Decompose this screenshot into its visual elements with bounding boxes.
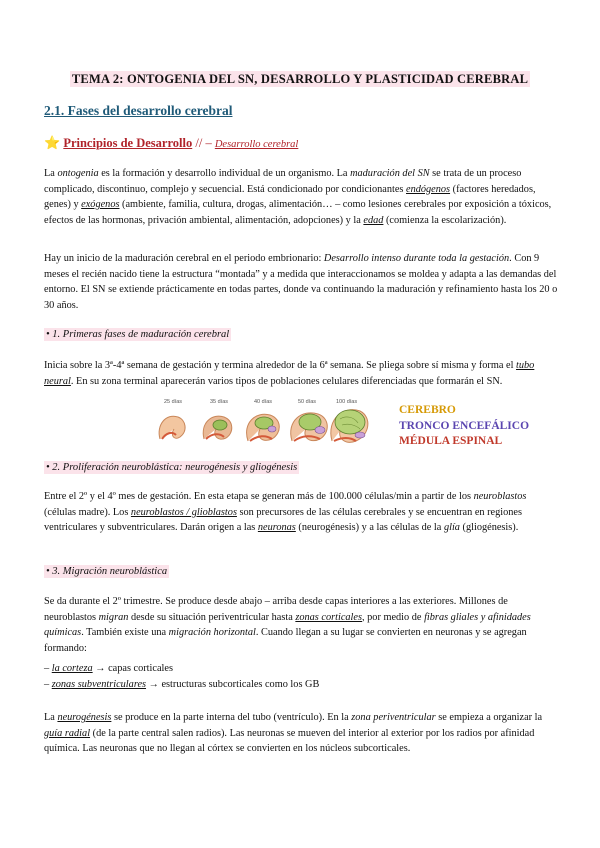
list-item-corteza: – la corteza → capas corticales xyxy=(44,663,173,674)
paragraph-ontogenia: La ontogenia es la formación y desarrollo individual de un organismo. La maduración del SN se trata de un proceso complicado, discontinuo, complejo y secuencial. Está condicionado por condicionantes endógenos (factores heredados, genes) y exógenos (ambiente, familia, cultura, drogas, alimentación… – como lesiones cerebrales por exposición a tóxicos, efectos de las hormonas, privación ambiental, alimentación, adopciones) y la edad (comienza la escolarización). xyxy=(44,168,552,226)
star-icon: ⭐ xyxy=(44,135,61,150)
stage-label-4: 50 días xyxy=(298,399,317,405)
label-medula-espinal: MÉDULA ESPINAL xyxy=(399,435,503,448)
subsection-subtitle: Desarrollo cerebral xyxy=(214,139,299,150)
label-tronco-encefalico: TRONCO ENCEFÁLICO xyxy=(399,419,530,432)
paragraph-inicio: Hay un inicio de la maduración cerebral en el periodo embrionario: Desarrollo intenso durante toda la gestación. Con 9 meses el recién nacido tiene la estructura “montada” y a medida que interaccionamos se moldea y adapta a las demandas del entorno. El SN se extiende prácticamente en todas partes, donde va continuando la maduración y refinamiento hasta los 20 o 30 años. xyxy=(44,253,558,311)
label-cerebro: CEREBRO xyxy=(399,404,456,416)
bullet-heading-3: • 3. Migración neuroblástica xyxy=(46,566,168,577)
subsection-title: Principios de Desarrollo xyxy=(63,136,193,150)
paragraph-proliferacion: Entre el 2º y el 4º mes de gestación. En esta etapa se generan más de 100.000 células/min a partir de los neuroblastos (células madre). Los neuroblastos / glioblastos son precursores de las células cerebrales y se encuentran en regiones ventriculares y subventriculares. Darán origen a las neuronas (neurogénesis) y a las células de la glía (gliogénesis). xyxy=(44,491,527,534)
bullet-heading-1: • 1. Primeras fases de maduración cerebral xyxy=(46,329,230,340)
paragraph-neurogenesis: La neurogénesis se produce en la parte interna del tubo (ventrículo). En la zona periventricular se empieza a organizar la guía radial (de la parte central salen radios). Las neuronas se mueven del interior al exterior por los radios por afinidad química. Las neuronas que no llegan al córtex se convierten en los núcleos subcorticales. xyxy=(44,712,543,755)
stage-label-5: 100 días xyxy=(336,399,358,405)
paragraph-primeras-fases: Inicia sobre la 3ª-4ª semana de gestación y termina alrededor de la 6ª semana. Se pliega sobre sí misma y forma el tubo neural. En su zona terminal aparecerán varios tipos de poblaciones celulares diferenciadas que formarán el SN. xyxy=(44,360,535,387)
brain-region-labels xyxy=(399,403,529,450)
paragraph-migracion: Se da durante el 2º trimestre. Se produce desde abajo – arriba desde capas interiores a las exteriores. Millones de neuroblastos migran desde su situación periventricular hasta zonas corticales, por medio de fibras gliales y afinidades químicas. También existe una migración horizontal. Cuando llegan a su lugar se convierten en neuronas y se agregan formando: xyxy=(44,596,531,654)
list-item-subventriculares: – zonas subventriculares → estructuras subcorticales como los GB xyxy=(44,679,320,690)
page-title xyxy=(0,70,600,88)
page-title-text: TEMA 2: ONTOGENIA DEL SN, DESARROLLO Y PLASTICIDAD CEREBRAL xyxy=(71,72,529,86)
subsection-separator: // – xyxy=(195,136,215,150)
stage-label-1: 25 días xyxy=(164,399,183,405)
section-heading: 2.1. Fases del desarrollo cerebral xyxy=(44,103,233,118)
stage-label-3: 40 días xyxy=(254,399,273,405)
subsection-heading xyxy=(44,135,298,151)
stage-label-2: 35 días xyxy=(210,399,229,405)
embryo-development-figure xyxy=(150,395,372,451)
bullet-heading-2: • 2. Proliferación neuroblástica: neurogénesis y gliogénesis xyxy=(46,462,298,473)
